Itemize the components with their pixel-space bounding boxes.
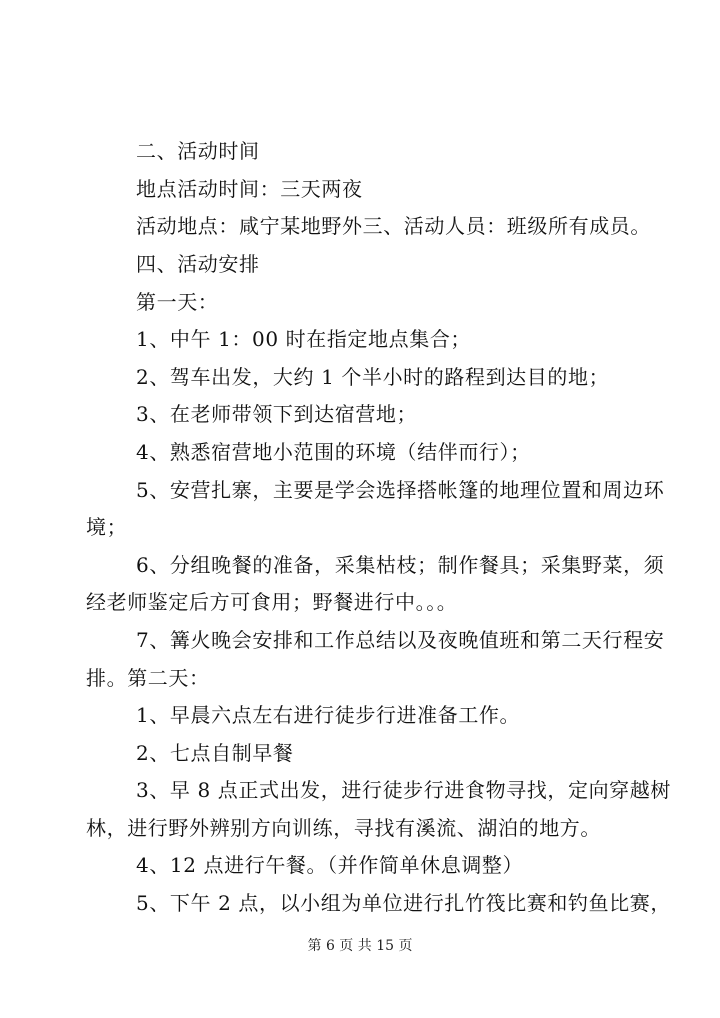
text-line: 活动地点：咸宁某地野外三、活动人员：班级所有成员。 [136, 214, 651, 238]
list-item: 4、12 点进行午餐。（并作简单休息调整） [136, 853, 524, 877]
list-item: 3、早 8 点正式出发，进行徒步行进食物寻找，定向穿越树 [136, 778, 671, 802]
list-item-continuation: 林，进行野外辨别方向训练，寻找有溪流、湖泊的地方。 [86, 816, 601, 840]
list-item-continuation: 经老师鉴定后方可食用；野餐进行中。。。 [86, 590, 458, 614]
list-item: 5、安营扎寨，主要是学会选择搭帐篷的地理位置和周边环 [136, 478, 665, 502]
section-heading-schedule: 四、活动安排 [136, 252, 260, 276]
list-item: 2、驾车出发，大约 1 个半小时的路程到达目的地； [136, 365, 610, 389]
list-item: 2、七点自制早餐 [136, 741, 294, 765]
text-line: 地点活动时间：三天两夜 [136, 177, 363, 201]
list-item: 1、早晨六点左右进行徒步行进准备工作。 [136, 703, 521, 727]
day-heading: 第一天： [136, 290, 219, 314]
list-item: 4、熟悉宿营地小范围的环境（结伴而行）； [136, 440, 531, 464]
list-item-continuation: 排。第二天： [86, 666, 210, 690]
list-item: 6、分组晚餐的准备，采集枯枝；制作餐具；采集野菜，须 [136, 553, 665, 577]
section-heading-time: 二、活动时间 [136, 139, 260, 163]
list-item: 5、下午 2 点，以小组为单位进行扎竹筏比赛和钓鱼比赛， [136, 891, 671, 915]
list-item: 3、在老师带领下到达宿营地； [136, 402, 418, 426]
page-number-footer: 第 6 页 共 15 页 [307, 938, 413, 954]
list-item: 7、篝火晚会安排和工作总结以及夜晚值班和第二天行程安 [136, 628, 665, 652]
list-item-continuation: 境； [86, 515, 128, 539]
list-item: 1、中午 1：00 时在指定地点集合； [136, 327, 472, 351]
